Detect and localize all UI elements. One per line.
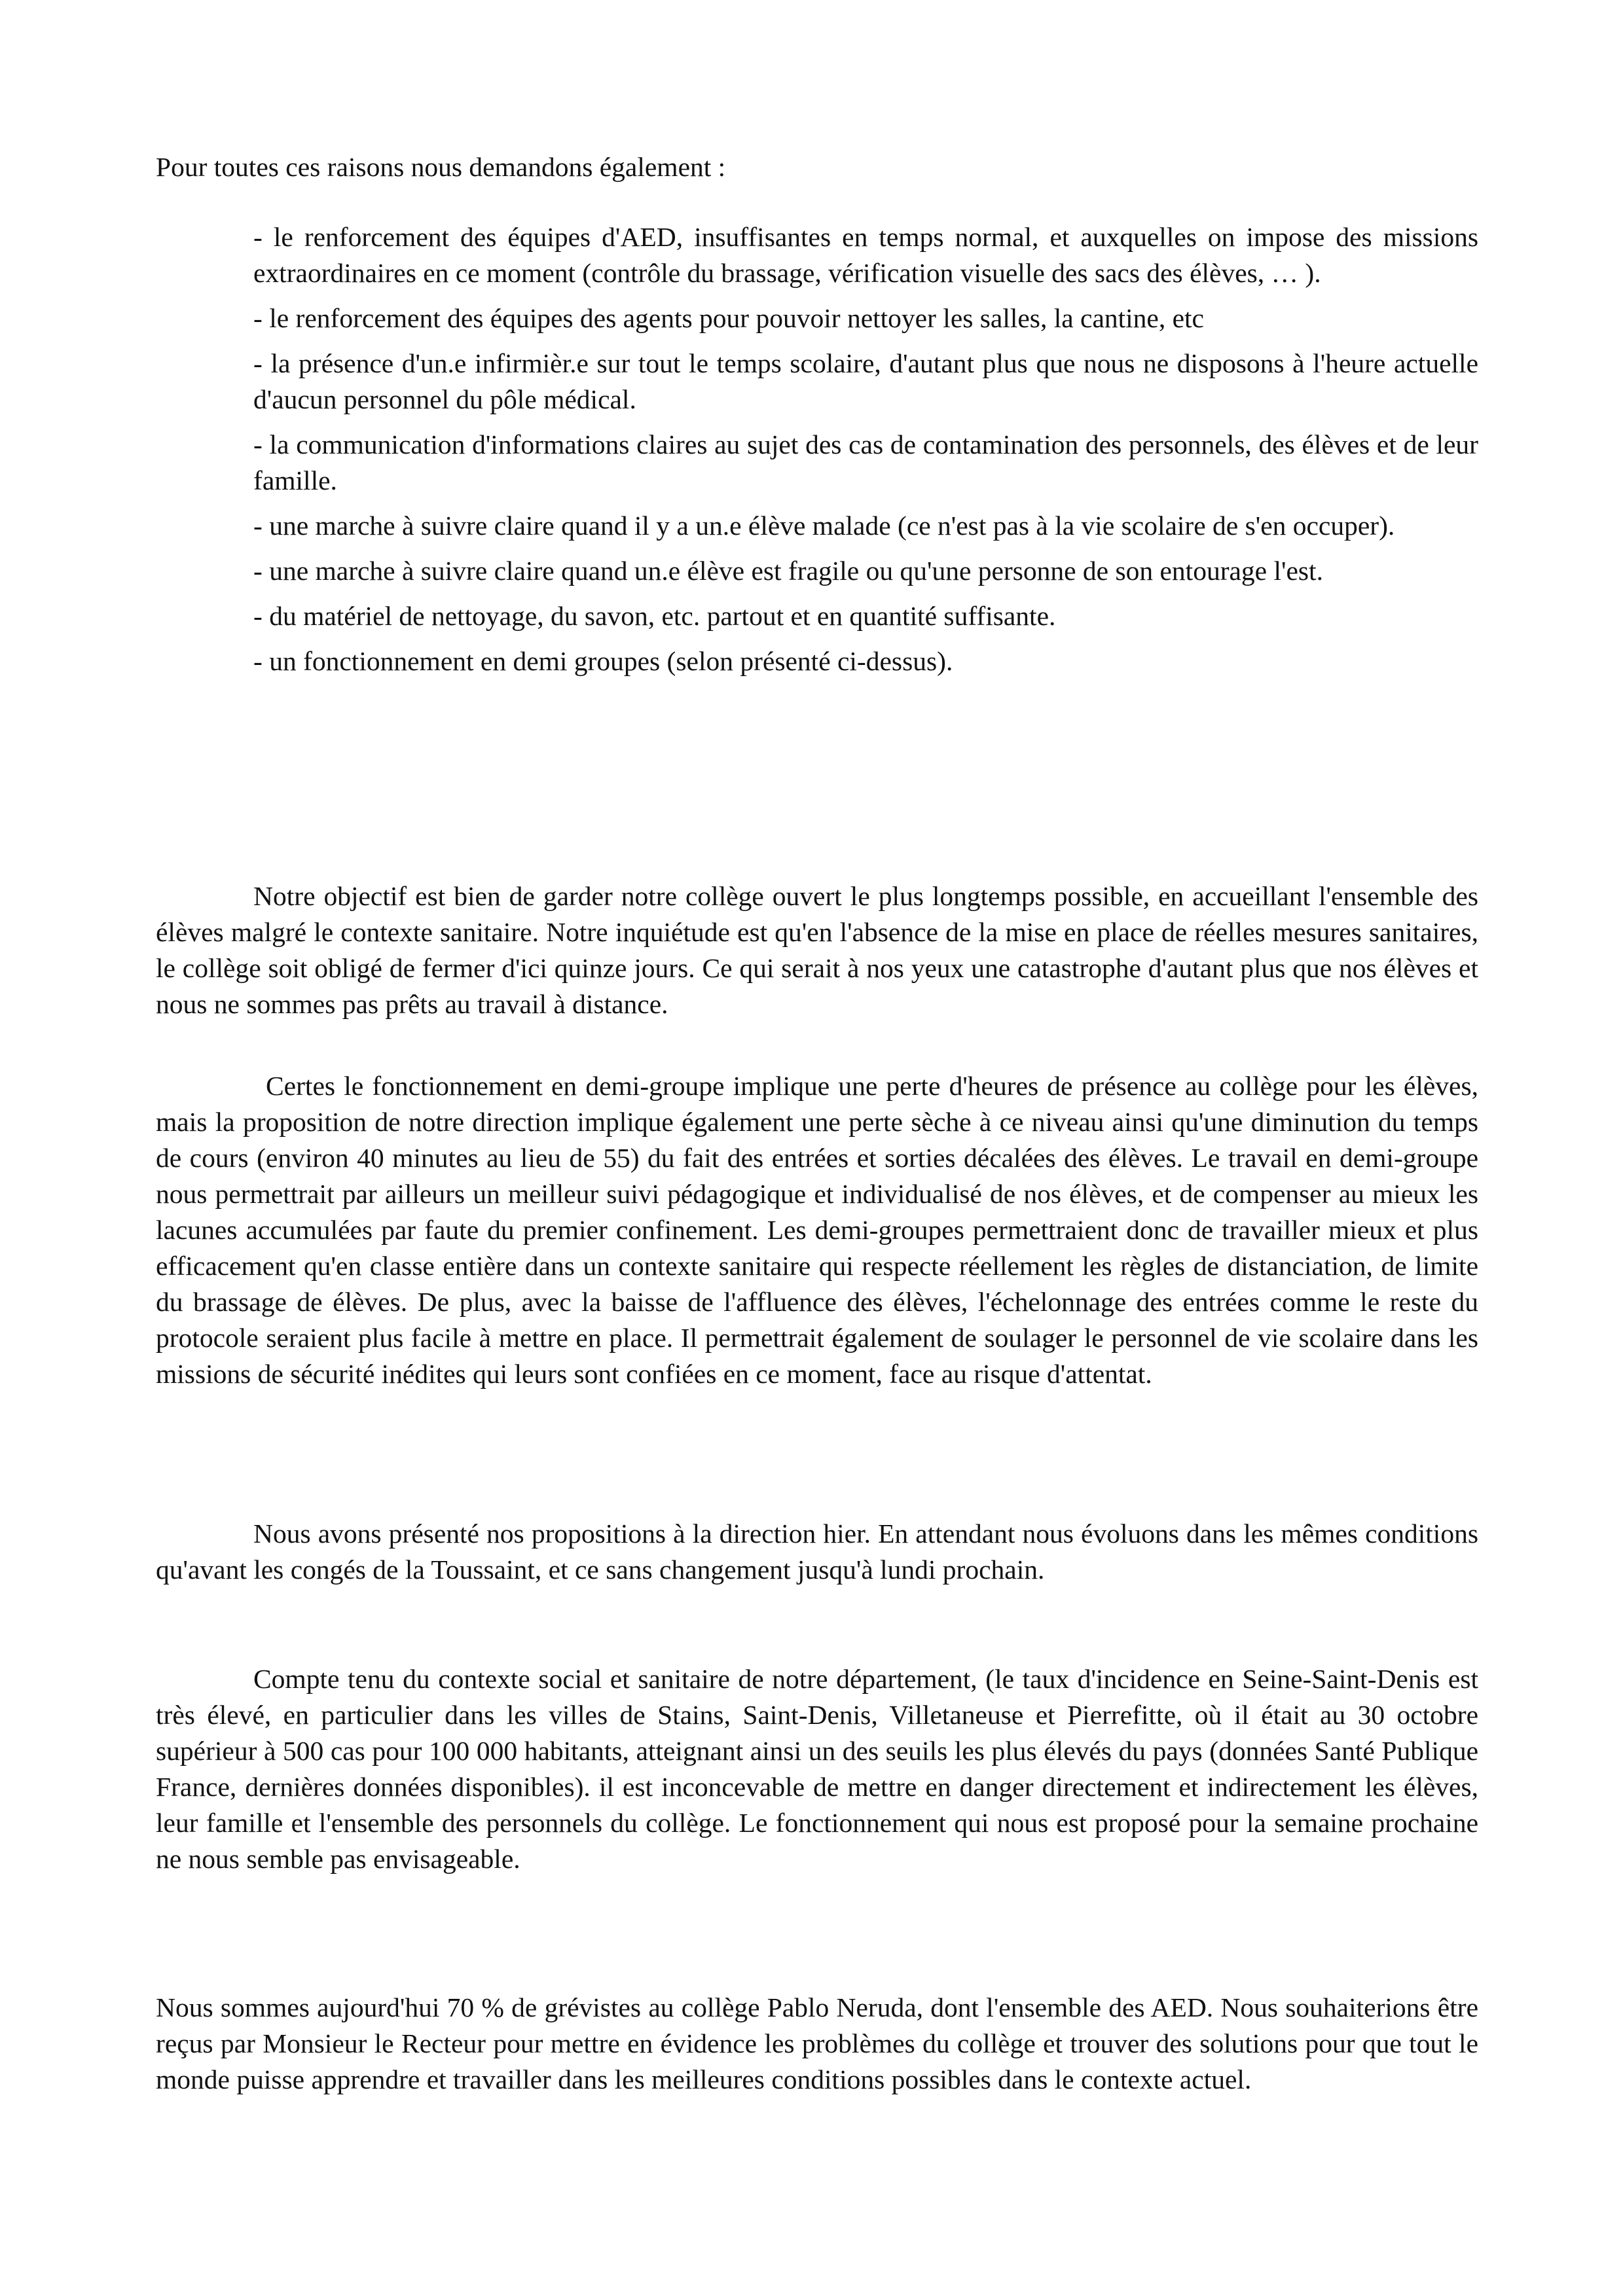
demands-list bbox=[253, 219, 1478, 689]
strike-paragraph: Nous sommes aujourd'hui 70 % de grévistes au collège Pablo Neruda, dont l'ensemble des AED. Nous souhaiterions être reçus par Monsieur le Recteur pour mettre en évidence les problèmes du collège et trouver des solutions pour que tout le monde puisse apprendre et travailler dans les meilleures conditions possibles dans le contexte actuel. bbox=[156, 1992, 1478, 2094]
objective-paragraph: Notre objectif est bien de garder notre collège ouvert le plus longtemps possible, en accueillant l'ensemble des élèves malgré le contexte sanitaire. Notre inquiétude est qu'en l'absence de la mise en place de réelles mesures sanitaires, le collège soit obligé de fermer d'ici quinze jours. Ce qui serait à nos yeux une catastrophe d'autant plus que nos élèves et nous ne sommes pas prêts au travail à distance. bbox=[156, 881, 1478, 1019]
demand-item: - le renforcement des équipes des agents pour pouvoir nettoyer les salles, la cantine, etc bbox=[253, 303, 1204, 333]
demand-item: - un fonctionnement en demi groupes (selon présenté ci-dessus). bbox=[253, 646, 953, 676]
demand-item: - la communication d'informations claires au sujet des cas de contamination des personnels, des élèves et de leur famille. bbox=[253, 429, 1478, 495]
half-groups-paragraph: Certes le fonctionnement en demi-groupe implique une perte d'heures de présence au collège pour les élèves, mais la proposition de notre direction implique également une perte sèche à ce niveau ainsi qu'une diminution du temps de cours (environ 40 minutes au lieu de 55) du fait des entrées et sorties décalées des élèves. Le travail en demi-groupe nous permettrait par ailleurs un meilleur suivi pédagogique et individualisé de nos élèves, et de compenser au mieux les lacunes accumulées par faute du premier confinement. Les demi-groupes permettraient donc de travailler mieux et plus efficacement qu'en classe entière dans un contexte sanitaire qui respecte réellement les règles de distanciation, de limite du brassage de élèves. De plus, avec la baisse de l'affluence des élèves, l'échelonnage des entrées comme le reste du protocole seraient plus facile à mettre en place. Il permettrait également de soulager le personnel de vie scolaire dans les missions de sécurité inédites qui leurs sont confiées en ce moment, face au risque d'attentat. bbox=[156, 1071, 1478, 1389]
intro-line: Pour toutes ces raisons nous demandons également : bbox=[156, 152, 726, 182]
demand-item: - du matériel de nettoyage, du savon, etc. partout et en quantité suffisante. bbox=[253, 601, 1056, 631]
demand-item: - une marche à suivre claire quand un.e élève est fragile ou qu'une personne de son entourage l'est. bbox=[253, 556, 1323, 586]
proposals-paragraph: Nous avons présenté nos propositions à la direction hier. En attendant nous évoluons dans les mêmes conditions qu'avant les congés de la Toussaint, et ce sans changement jusqu'à lundi prochain. bbox=[156, 1518, 1478, 1585]
context-paragraph: Compte tenu du contexte social et sanitaire de notre département, (le taux d'incidence en Seine-Saint-Denis est très élevé, en particulier dans les villes de Stains, Saint-Denis, Villetaneuse et Pierrefitte, où il était au 30 octobre supérieur à 500 cas pour 100 000 habitants, atteignant ainsi un des seuils les plus élevés du pays (données Santé Publique France, dernières données disponibles). il est inconcevable de mettre en danger directement et indirectement les élèves, leur famille et l'ensemble des personnels du collège. Le fonctionnement qui nous est proposé pour la semaine prochaine ne nous semble pas envisageable. bbox=[156, 1664, 1478, 1874]
demand-item: - une marche à suivre claire quand il y a un.e élève malade (ce n'est pas à la vie scolaire de s'en occuper). bbox=[253, 511, 1395, 541]
demand-item: - le renforcement des équipes d'AED, insuffisantes en temps normal, et auxquelles on impose des missions extraordinaires en ce moment (contrôle du brassage, vérification visuelle des sacs des élèves, … ). bbox=[253, 222, 1478, 288]
demand-item: - la présence d'un.e infirmièr.e sur tout le temps scolaire, d'autant plus que nous ne disposons à l'heure actuelle d'aucun personnel du pôle médical. bbox=[253, 348, 1478, 414]
